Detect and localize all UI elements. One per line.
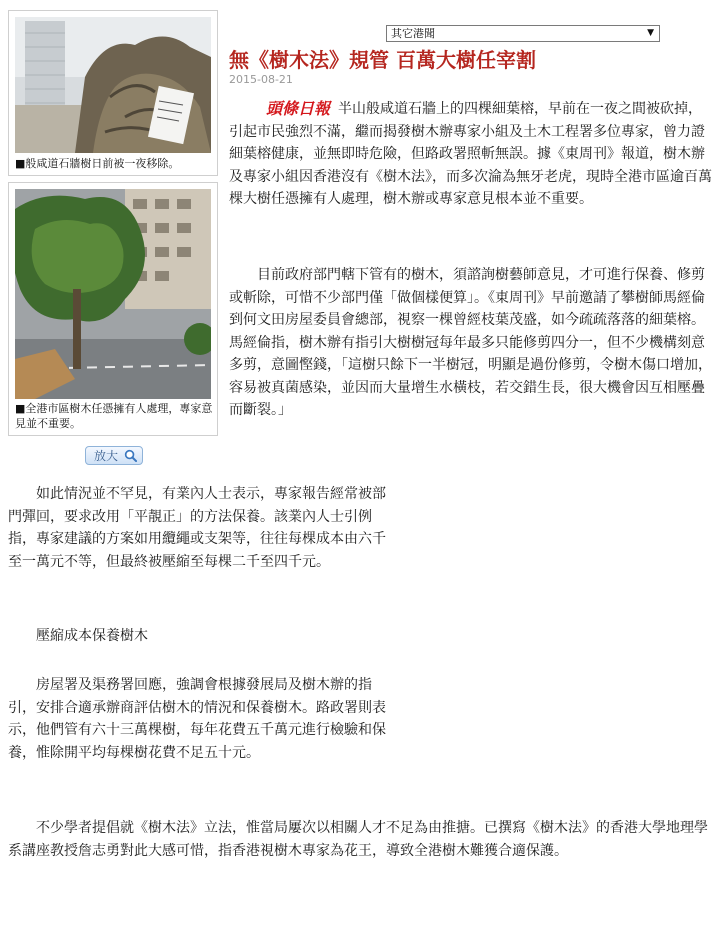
stone-wall-tree-photo[interactable] xyxy=(15,17,211,153)
section-select[interactable] xyxy=(386,25,660,42)
article-paragraph: 房屋署及渠務署回應，強調會根據發展局及樹木辦的指引，安排合適承辦商評估樹木的情況和保養樹木。路政署則表示，他們管有六十三萬棵樹，每年花費五千萬元進行檢驗和保養，惟除開平均每棵樹花費不足五十元。 xyxy=(8,677,386,761)
photo-card-street-tree xyxy=(8,182,218,436)
photo-caption: ■般咸道石牆樹日前被一夜移除。 xyxy=(15,157,180,170)
zoom-button-label: 放大 xyxy=(94,449,119,463)
zoom-button[interactable] xyxy=(85,446,143,465)
photo-caption: ■全港市區樹木任憑擁有人處理，專家意見並不重要。 xyxy=(15,402,213,430)
street-tree-photo[interactable] xyxy=(15,189,211,399)
article-paragraph: 如此情況並不罕見，有業內人士表示，專家報告經常被部門彈回，要求改用「平靚正」的方法保養。該業內人士引例指，專家建議的方案如用纜繩或支架等，往往每棵成本由六千至一萬元不等，但最終被壓縮至每棵二千至四千元。 xyxy=(8,486,386,570)
article-date: 2015-08-21 xyxy=(229,73,293,86)
svg-text:頭條日報: 頭條日報 xyxy=(265,99,331,118)
article-headline: 無《樹木法》規管 百萬大樹任宰割 xyxy=(229,48,536,72)
article-paragraph: 目前政府部門轄下管有的樹木，須諮詢樹藝師意見，才可進行保養、修剪或斬除，可惜不少部門僅「做個樣便算」。《東周刊》早前邀請了攀樹師馬經倫到何文田房屋委員會總部，視察一棵曾經枝葉茂盛，如今疏疏落落的細葉榕。馬經倫指，樹木辦有指引大樹樹冠每年最多只能修剪四分一，但不少機構刻意多剪，意圖慳錢，「這樹只餘下一半樹冠，明顯是過份修剪，令樹木傷口增加，容易被真菌感染，並因而大量增生水橫枝，若交錯生長，很大機會因互相壓疊而斷裂。」 xyxy=(229,267,712,418)
article-subheading: 壓縮成本保養樹木 xyxy=(36,628,148,644)
article-paragraph: 半山般咸道石牆上的四棵細葉榕，早前在一夜之間被砍掉，引起市民強烈不滿，繼而揭發樹木辦專家小組及土木工程署多位專家，曾力證細葉榕健康，並無即時危險，但路政署照斬無誤。據《東周刊》報道，樹木辦及專家小組因香港沒有《樹木法》，而多次淪為無牙老虎，現時全港市區逾百萬棵大樹任憑擁有人處理，樹木辦或專家意見根本並不重要。 xyxy=(229,101,712,207)
photo-card-stone-wall xyxy=(8,10,218,176)
section-select-value: 其它港聞 xyxy=(391,27,435,40)
chevron-down-icon: ▼ xyxy=(647,28,654,38)
article-paragraph: 不少學者提倡就《樹木法》立法，惟當局屢次以相關人才不足為由推搪。已撰寫《樹木法》的香港大學地理學系講座教授詹志勇對此大感可惜，指香港視樹木專家為花王，導致全港樹木難獲合適保護。 xyxy=(8,820,708,859)
magnifier-icon xyxy=(124,449,137,462)
